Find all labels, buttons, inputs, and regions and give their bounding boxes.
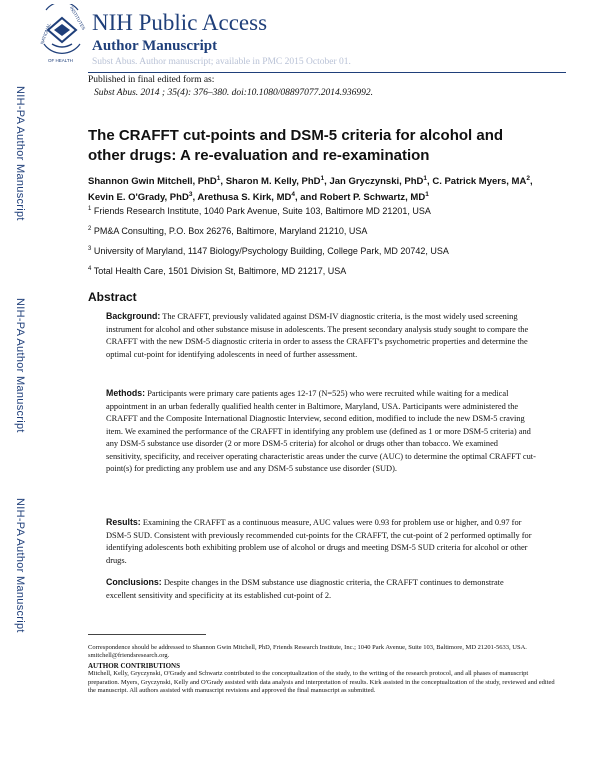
logo-text-bottom: OF HEALTH xyxy=(48,58,73,63)
publication-info xyxy=(88,74,373,100)
author: C. Patrick Myers, MA xyxy=(432,176,527,188)
article-title: The CRAFFT cut-points and DSM-5 criteria for alcohol and other drugs: A re-evaluation and re-examination xyxy=(88,127,504,164)
nih-seal-logo xyxy=(38,4,86,66)
side-label-top: NIH-PA Author Manuscript xyxy=(14,86,26,221)
side-label-middle: NIH-PA Author Manuscript xyxy=(14,298,26,433)
abstract-results: Results: Examining the CRAFFT as a continuous measure, AUC values were 0.93 for problem use or higher, and 0.97 for DSM-5 SUD. Consistent with previously recommended cut-points for the CRAFFT, the cut-point of 2 performed optimally for identifying adolescents both exhibiting problem use of alcohol or drugs and meeting DSM-5 SUD criteria for alcohol or other drugs. xyxy=(106,517,532,565)
author-contributions xyxy=(88,662,558,695)
abstract-methods: Methods: Participants were primary care patients ages 12-17 (N=525) who were recruited while waiting for a medical appointment in an urban federally qualified health center in Baltimore, Maryland, USA. Participants were administered the CRAFFT and the Composite International Diagnostic Interview, second edition, modified to include the new DSM-5 craving item. We examined the performance of the CRAFFT in identifying any problem use (defined as 1 or more DSM-5 criteria) and any DSM-5 substance use disorder (2 or more DSM-5 criteria) for alcohol or drugs other than tobacco. We examined sensitivity, specificity, and receiver operating characteristic areas under the curve (AUC) to determine the optimal CRAFFT cut-point(s) for predicting any problem use and any DSM-5 substance use disorder (SUD). xyxy=(106,388,536,473)
publication-line: Published in final edited form as: xyxy=(88,75,215,85)
affiliation: $^1$ Friends Research Institute, 1040 Park Avenue, Suite 103, Baltimore MD 21201, USA xyxy=(88,206,431,216)
author-contributions-heading: AUTHOR CONTRIBUTIONS xyxy=(88,662,180,670)
side-label-bottom: NIH-PA Author Manuscript xyxy=(14,498,26,633)
footnote-divider xyxy=(88,634,206,635)
author: Arethusa S. Kirk, MD xyxy=(197,192,292,204)
author-list: Shannon Gwin Mitchell, PhD$^1$, Sharon M. Kelly, PhD$^1$, Jan Gryczynski, PhD$^1$, C. Patrick Myers, $MA^2$, Kevin E. O'Grady, PhD$^3$, Arethusa S. Kirk, $MD^4$, and Robert P. Schwartz, $MD^1$ xyxy=(88,175,533,204)
logo-text-left: NATIONAL xyxy=(39,22,52,45)
affiliation: $^4$ Total Health Care, 1501 Division St, Baltimore, MD 21217, USA xyxy=(88,266,347,276)
correspondence-note: Correspondence should be addressed to Shannon Gwin Mitchell, PhD, Friends Research Institute, Inc.; 1040 Park Avenue, Suite 103, Baltimore, MD 21201-5633, USA. smitchell@friendsresearch.org. xyxy=(88,644,527,660)
author: Kevin E. O'Grady, PhD xyxy=(88,192,189,204)
header-title: NIH Public Access xyxy=(92,10,268,35)
author: Robert P. Schwartz, MD xyxy=(319,192,426,204)
author: Shannon Gwin Mitchell, PhD xyxy=(88,176,217,188)
logo-text-right: INSTITUTES xyxy=(68,5,86,31)
abstract-background: Background: The CRAFFT, previously validated against DSM-IV diagnostic criteria, is the most widely used screening instrument for alcohol and other substance misuse in adolescents. The present secondary analysis study sought to compare the CRAFFT with the new DSM-5 diagnostic criteria in order to assess the CRAFFT's psychometric properties and determine the optimal cut-point for identifying adolescents in need of further assessment. xyxy=(106,311,529,359)
affiliation: $^2$ PM&A Consulting, P.O. Box 26276, Baltimore, Maryland 21210, USA xyxy=(88,226,368,236)
publication-citation: Subst Abus. 2014 ; 35(4): 376–380. doi:10.1080/08897077.2014.936992. xyxy=(94,88,374,98)
header-divider xyxy=(88,72,566,73)
author: Jan Gryczynski, PhD xyxy=(329,176,424,188)
header-subtitle: Author Manuscript xyxy=(92,38,218,54)
author: Sharon M. Kelly, PhD xyxy=(225,176,321,188)
affiliation: $^3$ University of Maryland, 1147 Biology/Psychology Building, College Park, MD 20742, USA xyxy=(88,246,449,256)
abstract-heading: Abstract xyxy=(88,290,137,304)
abstract-conclusions: Conclusions: Despite changes in the DSM substance use diagnostic criteria, the CRAFFT continues to demonstrate excellent sensitivity and specificity at its established cut-point of 2. xyxy=(106,577,504,600)
author-contributions-text: Mitchell, Kelly, Gryczynski, O'Grady and Schwartz contributed to the conceptualization of the study, to the writing of the research protocol, and all phases of manuscript preparation. Myers, Gryczynski, Kelly and O'Grady assisted with data analysis and interpretation of results. Kirk assisted in the conceptualization of the study, reviewed and edited the manuscript. All authors assisted with manuscript revisions and approved the final manuscript as submitted. xyxy=(88,670,555,694)
header-availability-note: Subst Abus. Author manuscript; available in PMC 2015 October 01. xyxy=(92,57,351,67)
